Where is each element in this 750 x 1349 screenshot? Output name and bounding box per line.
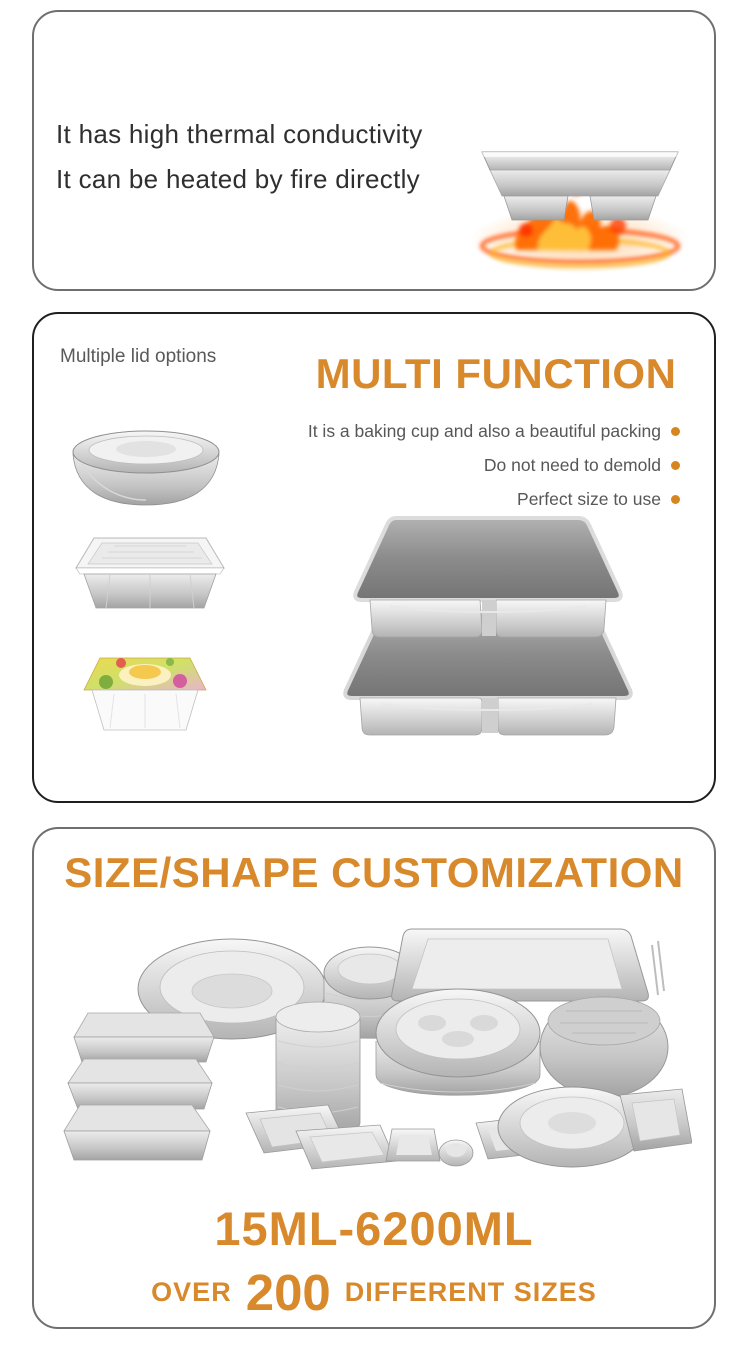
feature-bullet-text: It is a baking cup and also a beautiful packing <box>307 420 661 441</box>
multi-function-title: MULTI FUNCTION <box>315 350 677 397</box>
customization-title: SIZE/SHAPE CUSTOMIZATION <box>64 849 684 896</box>
thermal-text <box>56 112 423 202</box>
feature-bullet-text: Do not need to demold <box>483 454 661 475</box>
sizes-subtitle <box>34 1263 714 1322</box>
feature-bullet <box>308 414 680 448</box>
thermal-line-2: It can be heated by fire directly <box>56 164 420 194</box>
subtitle-suffix: DIFFERENT SIZES <box>344 1277 597 1307</box>
round-foil-bowl-image <box>70 412 222 510</box>
rect-foil-container-image <box>68 526 232 616</box>
foil-pan-fire-image <box>456 118 704 280</box>
feature-bullet-list <box>308 414 680 516</box>
multi-function-card <box>32 312 716 803</box>
bullet-dot-icon <box>671 495 680 504</box>
bullet-dot-icon <box>671 461 680 470</box>
multiple-lid-options-label: Multiple lid options <box>60 346 217 367</box>
subtitle-number: 200 <box>245 1264 331 1321</box>
printed-foil-container-image <box>78 650 212 738</box>
bullet-dot-icon <box>671 427 680 436</box>
thermal-conductivity-card <box>32 10 716 291</box>
stacked-trays-image <box>330 510 642 742</box>
size-range-text: 15ML-6200ML <box>214 1202 534 1255</box>
feature-bullet-text: Perfect size to use <box>517 488 661 509</box>
size-shape-customization-card <box>32 827 716 1329</box>
assorted-containers-image <box>60 915 692 1191</box>
subtitle-prefix: OVER <box>151 1277 232 1307</box>
feature-bullet <box>308 448 680 482</box>
thermal-line-1: It has high thermal conductivity <box>56 119 423 149</box>
